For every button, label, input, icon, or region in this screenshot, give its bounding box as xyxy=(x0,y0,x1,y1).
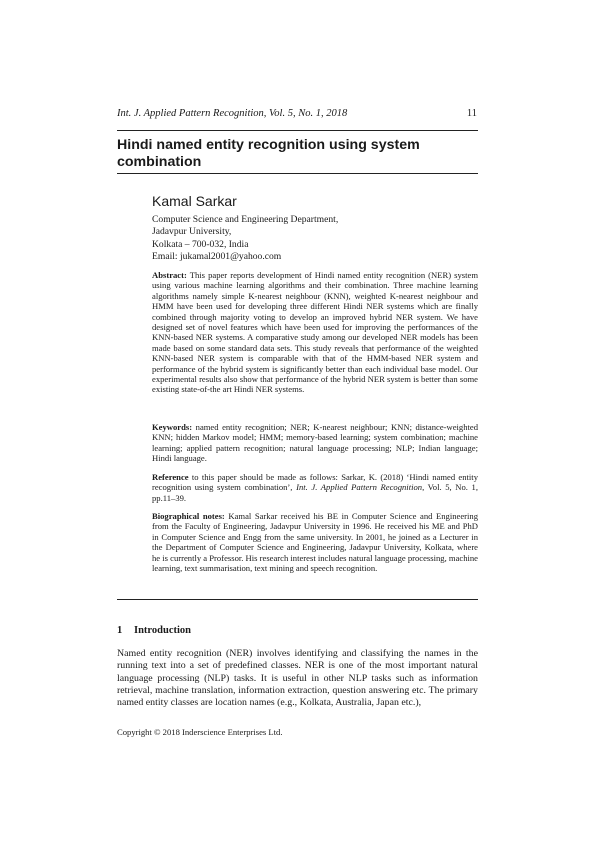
keywords xyxy=(152,422,478,464)
abstract-text: This paper reports development of Hindi named entity recognition (NER) system using various machine learning algorithms and their combination. Three machine learning algorithms namely simple K-nearest neighbour (KNN), weighted K-nearest neighbour and HMM have been used for developing three different Hindi NER systems which are finally combined through majority voting to develop an improved hybrid NER system. We have designed set of novel features which have been used for improving the performances of the KNN-based NER systems. A comparative study among our developed NER models has been made based on some standard data sets. This study reveals that performance of the weighted KNN-based NER system is comparable with that of the HMM-based NER system and performance of the hybrid system is significantly better than each individual base model. Our experimental results also show that performance of the hybrid NER system is better than some existing state-of-the art Hindi NER systems. xyxy=(152,270,478,395)
bio-label: Biographical notes: xyxy=(152,511,225,521)
reference-note xyxy=(152,472,478,503)
title-top-rule xyxy=(117,130,478,131)
bio-text: Kamal Sarkar received his BE in Computer Science and Engineering from the Faculty of Engineering, Jadavpur University in 1996. He received his ME and PhD in Computer Science and Engg from the same university. In 2001, he joined as a Lecturer in the Department of Computer Science and Engineering, Jadavpur University, Kolkata, where he is currently a Professor. His research interest includes natural language processing, machine learning, text summarisation, text mining and speech recognition. xyxy=(152,511,478,574)
section-heading xyxy=(117,625,191,636)
keywords-label: Keywords: xyxy=(152,422,193,432)
keywords-text: named entity recognition; NER; K-nearest neighbour; KNN; distance-weighted KNN; hidden Markov model; HMM; memory-based learning; system combination; machine learning; applied pattern recognition; natural language processing; NLP; Indian language; Hindi language. xyxy=(152,422,479,464)
reference-label: Reference xyxy=(152,472,189,482)
affiliation-line: Kolkata – 700-032, India xyxy=(152,238,249,250)
reference-volume: , Vol. 5, No. 1, pp.11–39. xyxy=(152,482,478,503)
biographical-notes xyxy=(152,511,478,573)
section-title: Introduction xyxy=(134,625,191,636)
author-name: Kamal Sarkar xyxy=(152,193,237,209)
title-bottom-rule xyxy=(117,173,478,174)
introduction-paragraph: Named entity recognition (NER) involves identifying and classifying the names in the running text into a set of predefined classes. NER is one of the most important natural language processing (NLP) tasks. It is useful in other NLP tasks such as information retrieval, machine translation, information extraction, question answering etc. The primary named entity classes are location names (e.g., Kolkata, Australia, Japan etc.), xyxy=(117,648,478,709)
running-head: Int. J. Applied Pattern Recognition, Vol. 5, No. 1, 2018 xyxy=(117,108,348,119)
page-number: 11 xyxy=(466,108,477,119)
affiliation-line: Computer Science and Engineering Department, xyxy=(152,214,339,225)
section-number: 1 xyxy=(117,625,123,636)
abstract-label: Abstract: xyxy=(152,270,187,280)
abstract xyxy=(152,270,478,395)
reference-journal: Int. J. Applied Pattern Recognition xyxy=(296,482,423,493)
affiliation-line: Jadavpur University, xyxy=(152,226,232,238)
copyright-notice: Copyright © 2018 Inderscience Enterprises Ltd. xyxy=(117,727,283,737)
paper-title: Hindi named entity recognition using system combination xyxy=(117,137,420,170)
reference-text: to this paper should be made as follows: Sarkar, K. (2018) ‘Hindi named entity recognition using system combination’, xyxy=(152,472,478,493)
abstract-end-rule xyxy=(117,599,478,600)
author-email: Email: jukamal2001@yahoo.com xyxy=(152,251,282,263)
author-affiliation xyxy=(152,214,338,264)
